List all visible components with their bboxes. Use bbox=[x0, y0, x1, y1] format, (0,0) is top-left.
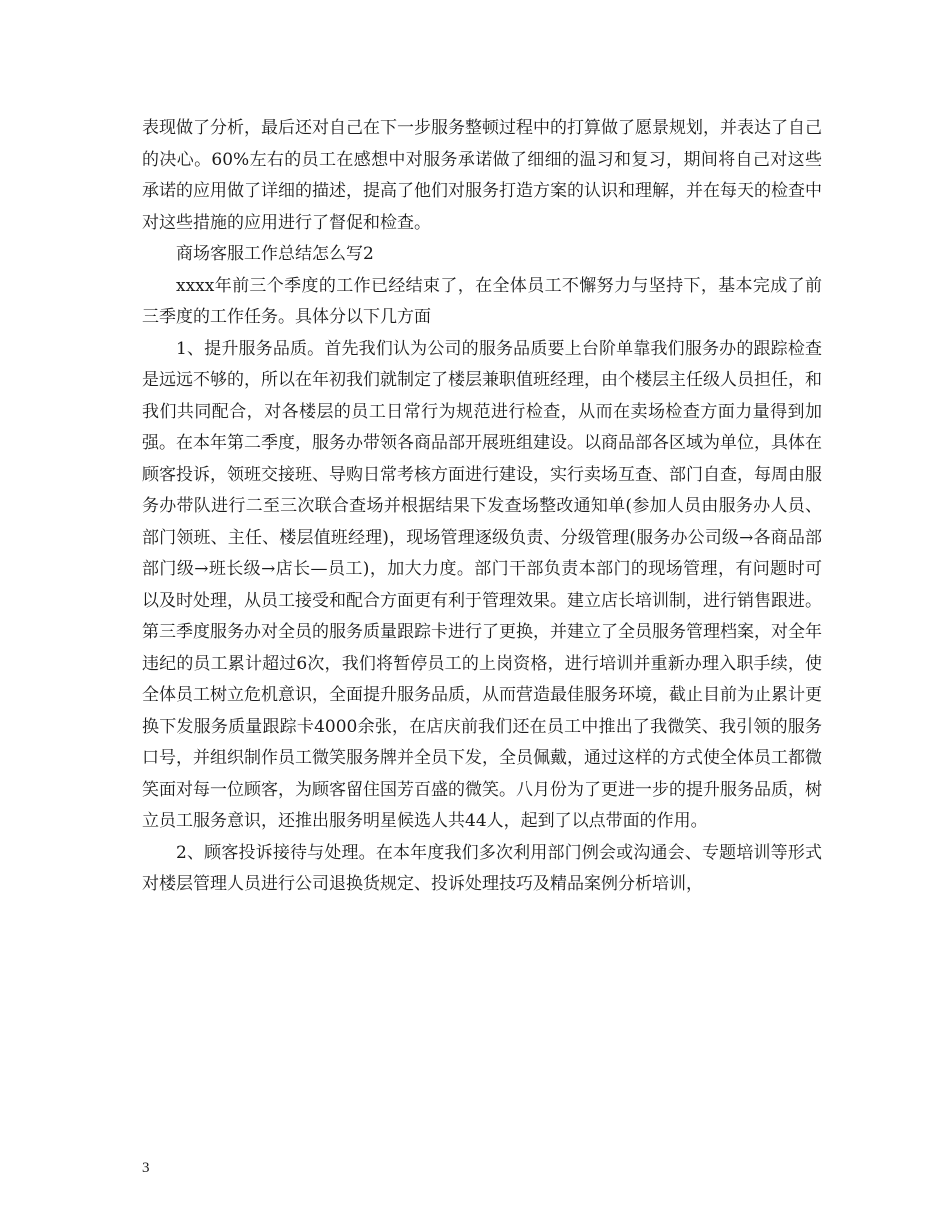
paragraph-service-quality: 1、提升服务品质。首先我们认为公司的服务品质要上台阶单靠我们服务办的跟踪检查是远远不够的，所以在年初我们就制定了楼层兼职值班经理，由个楼层主任级人员担任，和我们共同配合，对各楼层的员工日常行为规范进行检查，从而在卖场检查方面力量得到加强。在本年第二季度，服务办带领各商品部开展班组建设。以商品部各区域为单位，具体在顾客投诉，领班交接班、导购日常考核方面进行建设，实行卖场互查、部门自查，每周由服务办带队进行二至三次联合查场并根据结果下发查场整改通知单(参加人员由服务办人员、部门领班、主任、楼层值班经理)，现场管理逐级负责、分级管理(服务办公司级→各商品部部门级→班长级→店长—员工)，加大力度。部门干部负责本部门的现场管理，有问题时可以及时处理，从员工接受和配合方面更有利于管理效果。建立店长培训制，进行销售跟进。第三季度服务办对全员的服务质量跟踪卡进行了更换，并建立了全员服务管理档案，对全年违纪的员工累计超过6次，我们将暂停员工的上岗资格，进行培训并重新办理入职手续，使全体员工树立危机意识，全面提升服务品质，从而营造最佳服务环境，截止目前为止累计更换下发服务质量跟踪卡4000余张，在店庆前我们还在员工中推出了我微笑、我引领的服务口号，并组织制作员工微笑服务牌并全员下发，全员佩戴，通过这样的方式使全体员工都微笑面对每一位顾客，为顾客留住国芳百盛的微笑。八月份为了更进一步的提升服务品质，树立员工服务意识，还推出服务明星候选人共44人，起到了以点带面的作用。 bbox=[142, 338, 822, 831]
document-body bbox=[142, 113, 822, 901]
page-number: 3 bbox=[142, 1160, 150, 1176]
paragraph-continuation: 表现做了分析，最后还对自己在下一步服务整顿过程中的打算做了愿景规划，并表达了自己的决心。60%左右的员工在感想中对服务承诺做了细细的温习和复习，期间将自己对这些承诺的应用做了详细的描述，提高了他们对服务打造方案的认识和理解，并在每天的检查中对这些措施的应用进行了督促和检查。 bbox=[142, 118, 822, 233]
paragraph-complaint-handling: 2、顾客投诉接待与处理。在本年度我们多次利用部门例会或沟通会、专题培训等形式对楼层管理人员进行公司退换货规定、投诉处理技巧及精品案例分析培训， bbox=[142, 842, 822, 894]
paragraph-intro: xxxx年前三个季度的工作已经结束了，在全体员工不懈努力与坚持下，基本完成了前三季度的工作任务。具体分以下几方面 bbox=[142, 275, 822, 327]
section-heading: 商场客服工作总结怎么写2 bbox=[176, 244, 374, 264]
